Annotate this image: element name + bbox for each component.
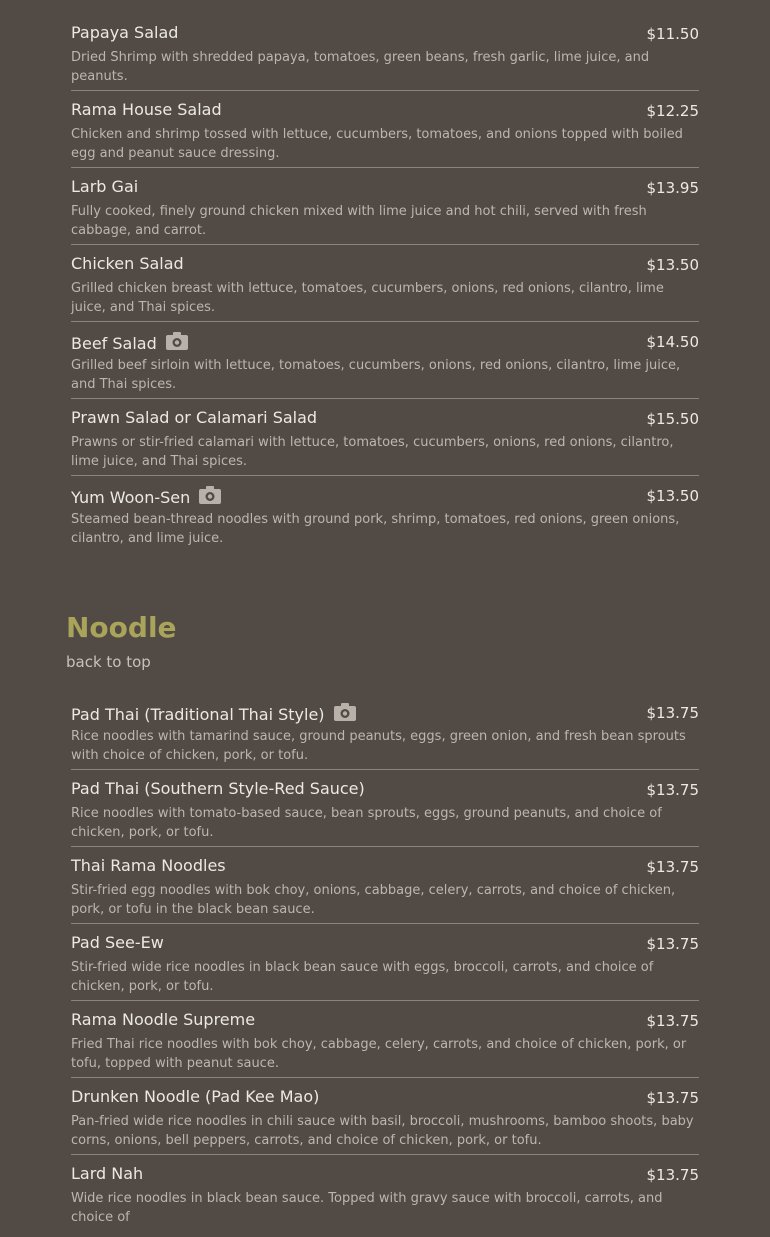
menu-item-header [71,930,699,956]
section-title-noodle: Noodle [66,611,177,644]
menu-item [71,776,699,847]
menu-item-header [71,251,699,277]
salad-menu-list [71,20,699,558]
menu-item-price: $13.50 [646,487,699,505]
menu-item-price: $13.75 [646,781,699,799]
menu-item [71,1007,699,1078]
menu-item-name-text: Drunken Noodle (Pad Kee Mao) [71,1087,320,1106]
menu-item-header [71,853,699,879]
menu-item [71,328,699,399]
back-to-top-link[interactable]: back to top [66,653,151,671]
menu-item-price: $13.75 [646,935,699,953]
menu-item-price: $13.75 [646,1166,699,1184]
menu-item-name [71,1087,319,1107]
menu-item [71,97,699,168]
menu-item-header [71,174,699,200]
menu-item-description: Dried Shrimp with shredded papaya, tomatoes, green beans, fresh garlic, lime juice, and peanuts. [71,50,650,84]
menu-item-name [71,1164,143,1184]
menu-item-description: Chicken and shrimp tossed with lettuce, cucumbers, tomatoes, and onions topped with boiled egg and peanut sauce dressing. [71,127,683,161]
menu-item-price: $14.50 [646,333,699,351]
menu-item-name [71,331,189,354]
menu-item-header [71,1161,699,1187]
menu-item [71,20,699,91]
menu-item-name [71,23,178,43]
menu-item-description: Grilled beef sirloin with lettuce, tomatoes, cucumbers, onions, red onions, cilantro, lime juice, and Thai spices. [71,358,681,392]
camera-icon[interactable] [333,702,357,722]
noodle-menu-list [71,699,699,1237]
menu-item-description: Rice noodles with tamarind sauce, ground peanuts, eggs, green onion, and fresh bean sprouts with choice of chicken, pork, or tofu. [71,729,686,763]
menu-item-name-text: Rama House Salad [71,100,222,119]
menu-item-name [71,933,164,953]
menu-item-name-text: Beef Salad [71,334,157,353]
menu-item-description: Fully cooked, finely ground chicken mixed with lime juice and hot chili, served with fresh cabbage, and carrot. [71,204,647,238]
menu-item-name [71,485,222,508]
menu-item-price: $13.75 [646,1089,699,1107]
menu-item-name [71,702,357,725]
camera-icon[interactable] [165,331,189,351]
menu-item-header [71,405,699,431]
menu-item-name-text: Pad See-Ew [71,933,164,952]
menu-item [71,405,699,476]
menu-item [71,482,699,552]
menu-item-name-text: Pad Thai (Southern Style-Red Sauce) [71,779,365,798]
menu-item-description: Prawns or stir-fried calamari with lettuce, tomatoes, cucumbers, onions, red onions, cilantro, lime juice, and Thai spices. [71,435,674,469]
menu-item-header [71,699,699,725]
menu-item-name-text: Pad Thai (Traditional Thai Style) [71,705,325,724]
menu-item [71,699,699,770]
menu-item-header [71,776,699,802]
menu-item-name [71,408,317,428]
menu-item [71,251,699,322]
menu-item [71,174,699,245]
menu-item [71,1161,699,1231]
menu-item-price: $15.50 [646,410,699,428]
menu-item-price: $11.50 [646,25,699,43]
camera-icon[interactable] [198,485,222,505]
menu-item-price: $13.50 [646,256,699,274]
menu-item-name-text: Prawn Salad or Calamari Salad [71,408,318,427]
menu-item-description: Steamed bean-thread noodles with ground pork, shrimp, tomatoes, red onions, green onions, cilantro, and lime juice. [71,512,680,546]
menu-item-name [71,779,365,799]
menu-item-header [71,20,699,46]
menu-item-name [71,1010,255,1030]
menu-item-name-text: Thai Rama Noodles [71,856,226,875]
menu-item-name [71,100,222,120]
menu-item-price: $12.25 [646,102,699,120]
menu-item-description: Stir-fried wide rice noodles in black bean sauce with eggs, broccoli, carrots, and choice of chicken, pork, or tofu. [71,960,654,994]
menu-item-name-text: Lard Nah [71,1164,144,1183]
menu-item-name-text: Rama Noodle Supreme [71,1010,256,1029]
menu-item-header [71,1084,699,1110]
menu-item-name [71,856,226,876]
menu-item-name [71,177,138,197]
menu-item [71,1084,699,1155]
menu-item-header [71,328,699,354]
menu-item-header [71,1007,699,1033]
menu-item-price: $13.75 [646,1012,699,1030]
menu-item-description: Grilled chicken breast with lettuce, tomatoes, cucumbers, onions, red onions, cilantro, lime juice, and Thai spices. [71,281,664,315]
menu-item-price: $13.95 [646,179,699,197]
menu-item-price: $13.75 [646,858,699,876]
menu-item-description: Wide rice noodles in black bean sauce. Topped with gravy sauce with broccoli, carrots, and choice of [71,1191,663,1225]
menu-item-header [71,482,699,508]
menu-item-description: Pan-fried wide rice noodles in chili sauce with basil, broccoli, mushrooms, bamboo shoots, baby corns, onions, bell peppers, carrots, and choice of chicken, pork, or tofu. [71,1114,694,1148]
menu-item-name [71,254,184,274]
menu-item-price: $13.75 [646,704,699,722]
menu-item-name-text: Papaya Salad [71,23,179,42]
menu-item-name-text: Yum Woon-Sen [71,488,191,507]
menu-item-description: Fried Thai rice noodles with bok choy, cabbage, celery, carrots, and choice of chicken, pork, or tofu, topped with peanut sauce. [71,1037,687,1071]
menu-item-header [71,97,699,123]
menu-item-name-text: Chicken Salad [71,254,184,273]
menu-item [71,930,699,1001]
menu-item-description: Rice noodles with tomato-based sauce, bean sprouts, eggs, ground peanuts, and choice of chicken, pork, or tofu. [71,806,662,840]
menu-item-description: Stir-fried egg noodles with bok choy, onions, cabbage, celery, carrots, and choice of chicken, pork, or tofu in the black bean sauce. [71,883,676,917]
menu-item-name-text: Larb Gai [71,177,139,196]
menu-item [71,853,699,924]
